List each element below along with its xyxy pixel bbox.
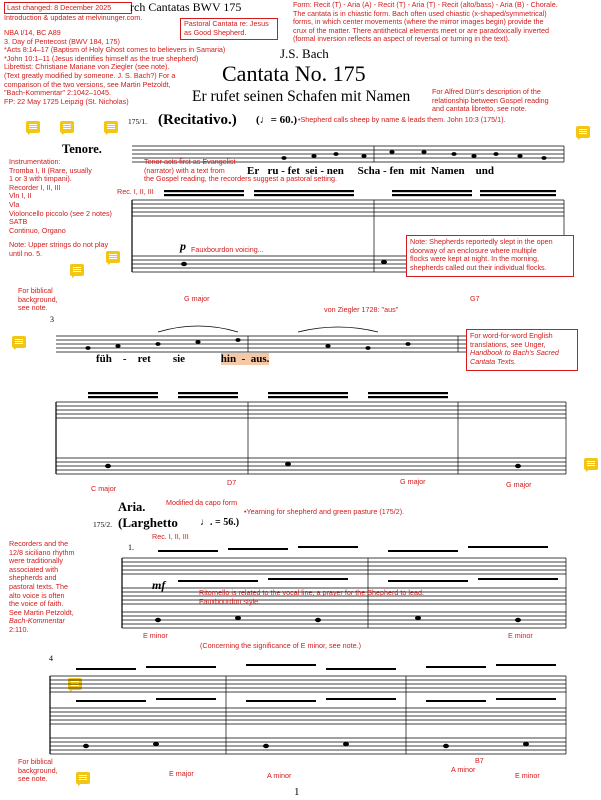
key-label: D7 bbox=[227, 478, 237, 487]
aria-system-2 bbox=[46, 658, 570, 770]
fauxbourdon-note: Fauxbourdon voicing... bbox=[191, 245, 264, 254]
biblical-note-line: background, bbox=[18, 765, 58, 775]
lyric-syllable: sei bbox=[305, 165, 318, 177]
key-label: E minor bbox=[515, 771, 540, 780]
metadata-line: "Bach-Kommentar" 2:1042–1045. bbox=[4, 88, 111, 98]
lyric-syllable: fet bbox=[287, 165, 300, 177]
recorders-note-line: were traditionally bbox=[9, 556, 63, 566]
shepherds-note-line: doorway of an enclosure where multiple bbox=[410, 245, 537, 255]
ritornello-note bbox=[199, 589, 424, 606]
instrumentation-line: Recorder I, II, III bbox=[9, 182, 61, 192]
lyric-syllable: Namen bbox=[431, 165, 465, 177]
comment-note-icon[interactable] bbox=[104, 121, 118, 133]
biblical-background-note-2[interactable] bbox=[18, 758, 58, 784]
intro-updates-link[interactable]: Introduction & updates at melvinunger.com. bbox=[4, 13, 143, 22]
pastoral-note-box bbox=[180, 18, 278, 40]
biblical-note-line: For biblical bbox=[18, 757, 53, 766]
comment-note-icon[interactable] bbox=[576, 126, 590, 138]
comment-note-icon[interactable] bbox=[70, 264, 84, 276]
lyric-syllable: aus. bbox=[250, 353, 270, 365]
key-label: C major bbox=[91, 484, 117, 493]
recorder-label: Rec. I, II, III bbox=[117, 187, 154, 196]
last-changed: Last changed: 8 December 2025 bbox=[7, 3, 112, 12]
comment-note-icon[interactable] bbox=[12, 336, 26, 348]
upper-strings-note: Note: Upper strings do not play bbox=[9, 240, 109, 250]
instrumentation-line: Violoncello piccolo (see 2 notes) bbox=[9, 208, 112, 218]
comment-note-icon[interactable] bbox=[60, 121, 74, 133]
evangelist-note-line: (narrator) with a text from bbox=[144, 165, 225, 175]
translation-note-line: translations, see Unger, bbox=[470, 339, 546, 349]
comment-note-icon[interactable] bbox=[76, 772, 90, 784]
recorders-note-line: Bach-Kommentar bbox=[9, 616, 65, 626]
lyric-syllable: hin bbox=[220, 353, 237, 365]
pastoral-note-line: Pastoral Cantata re: Jesus bbox=[184, 19, 269, 28]
comment-note-icon[interactable] bbox=[26, 121, 40, 133]
biblical-background-note-1[interactable] bbox=[18, 287, 58, 313]
metadata-line: FP: 22 May 1725 Leipzig (St. Nicholas) bbox=[4, 96, 129, 106]
lyric-syllable: sie bbox=[172, 353, 186, 365]
significance-note[interactable]: (Concerning the significance of E minor, see note.) bbox=[200, 641, 362, 650]
lyric-syllable: - bbox=[122, 353, 127, 365]
dynamic-marking: p bbox=[180, 239, 186, 253]
key-label: G major bbox=[184, 294, 210, 303]
metadata-line: (Text greatly modified by someone. J. S. Bach?) For a bbox=[4, 70, 176, 80]
measure-number: 3 bbox=[50, 315, 54, 324]
form-note-line: (formal inversion reflects an aspect of reversal or turning in the text). bbox=[293, 34, 510, 44]
tempo-marking: (Recitativo.) bbox=[158, 112, 237, 128]
durr-note-line: and cantata libretto, see note. bbox=[432, 104, 527, 114]
instrumentation-list bbox=[9, 158, 112, 259]
recorders-note-line: pastoral texts. The bbox=[9, 581, 68, 591]
translation-note-line: For word-for-word English bbox=[470, 331, 553, 340]
tempo-marking: (Larghetto bbox=[118, 515, 178, 530]
lyric-syllable: nen bbox=[326, 165, 344, 177]
pastoral-note-line: as Good Shepherd. bbox=[184, 27, 247, 37]
durr-note-line: relationship between Gospel reading bbox=[432, 95, 549, 105]
lyric-syllable: Scha bbox=[357, 165, 381, 177]
metronome-marking: (♩= 60.) bbox=[256, 114, 298, 126]
translation-note-line: Handbook to Bach's Sacred bbox=[470, 348, 559, 358]
lyric-syllable: - bbox=[383, 165, 387, 177]
metadata-line: 3. Day of Pentecost (BWV 184, 175) bbox=[4, 36, 120, 46]
cantata-title: Cantata No. 175 bbox=[222, 61, 366, 86]
voice-label: Tenore. bbox=[62, 142, 102, 156]
biblical-note-line: see note. bbox=[18, 303, 48, 313]
measure-number: 1. bbox=[128, 543, 134, 552]
recorders-note-line: See Martin Petzoldt, bbox=[9, 607, 74, 617]
movement-number: 175/1. bbox=[128, 117, 147, 126]
measure-number: 4 bbox=[49, 654, 53, 663]
biblical-note-line: background, bbox=[18, 294, 58, 304]
modified-da-capo-note: Modified da capo form bbox=[166, 498, 238, 507]
lyrics-line-1 bbox=[247, 165, 494, 178]
translation-note-line: Cantata Texts. bbox=[470, 356, 517, 366]
movement-number: 175/2. bbox=[93, 520, 112, 529]
recorders-note-line: Recorders and the bbox=[9, 539, 69, 548]
recorders-note-line: 12/8 siciliano rhythm bbox=[9, 547, 75, 557]
metadata-line: NBA I/14, BC A89 bbox=[4, 28, 61, 37]
upper-strings-note: until no. 5. bbox=[9, 248, 43, 258]
lyric-syllable: - bbox=[320, 165, 325, 177]
metadata-line: comparison of the two versions, see Martin Petzoldt, bbox=[4, 79, 171, 89]
instrumentation-line: Vln I, II bbox=[9, 191, 32, 201]
key-label: A minor bbox=[267, 771, 292, 780]
instrumentation-line: Tromba I, II (Rare, usually bbox=[9, 165, 92, 175]
key-label: G major bbox=[506, 480, 532, 489]
aria-label: Aria. bbox=[118, 500, 146, 514]
ritornello-note-line: Fauxbourdon style. bbox=[199, 596, 261, 606]
metadata-line: Librettist: Christiane Mariane von Ziegler (see note). bbox=[4, 62, 170, 72]
movement-annotation: •Yearning for shepherd and green pasture (175/2). bbox=[244, 507, 405, 516]
form-note-line: The cantata is in chiastic form. Bach often used chiastic (x-shaped/symmetrical) bbox=[293, 8, 547, 18]
shepherds-note-box bbox=[406, 235, 574, 277]
comment-note-icon[interactable] bbox=[584, 458, 598, 470]
recorders-note bbox=[9, 540, 75, 635]
lyric-syllable: mit bbox=[409, 165, 426, 177]
key-label: E major bbox=[169, 769, 194, 778]
lyrics-line-2 bbox=[96, 353, 269, 366]
title-fragment: rch Cantatas BWV 175 bbox=[130, 0, 242, 14]
lyric-syllable: und bbox=[475, 165, 494, 177]
lyric-syllable: - bbox=[241, 353, 246, 365]
biblical-note-line: see note. bbox=[18, 774, 48, 784]
form-note-line: forms, in which center movements (where the mirror images begin) provide the bbox=[293, 17, 544, 27]
lyric-syllable: - bbox=[281, 165, 285, 177]
evangelist-note-line: Tenor acts first as Evangelist bbox=[144, 157, 236, 166]
lyric-syllable: ret bbox=[137, 353, 151, 365]
recorders-note-line: alto voice is often bbox=[9, 590, 65, 600]
dynamic-marking: mf bbox=[152, 578, 166, 592]
durr-note-line: For Alfred Dürr's description of the bbox=[432, 87, 541, 96]
key-label: E minor bbox=[508, 631, 533, 640]
evangelist-note-line: the Gospel reading, the recorders suggest a pastoral setting. bbox=[144, 174, 337, 184]
page-number: 1 bbox=[294, 786, 300, 798]
form-note-line: Form: Recit (T) - Aria (A) - Recit (T) - Aria (T) - Recit (alto/bass) - Aria (B) - Chorale. bbox=[293, 0, 558, 9]
recorders-note-line: associated with bbox=[9, 564, 59, 574]
recorders-note-line: 2:110. bbox=[9, 624, 29, 634]
cantata-subtitle: Er rufet seinen Schafen mit Namen bbox=[192, 88, 411, 105]
translation-note-box[interactable] bbox=[466, 329, 578, 371]
key-label: A minor bbox=[451, 765, 476, 774]
form-note-line: crux of the matter. There antithetical elements meet or are paradoxically inverted bbox=[293, 25, 549, 35]
shepherds-note-line: shepherds called out their individual flocks. bbox=[410, 262, 547, 272]
metadata-line[interactable]: *John 10:1–11 (Jesus identifies himself as the true shepherd) bbox=[4, 53, 199, 63]
lyric-syllable: ru bbox=[267, 165, 279, 177]
movement-annotation: •Shepherd calls sheep by name & leads them. John 10:3 (175/1). bbox=[298, 115, 506, 124]
shepherds-note-line: Note: Shepherds reportedly slept in the open bbox=[410, 237, 553, 246]
composer: J.S. Bach bbox=[280, 46, 329, 61]
lyric-syllable: fen bbox=[389, 165, 405, 177]
key-label: B7 bbox=[475, 756, 484, 765]
shepherds-note-line: flocks were kept at night. In the morning, bbox=[410, 254, 540, 264]
ziegler-note: von Ziegler 1728: "aus" bbox=[324, 305, 399, 314]
key-label: G major bbox=[400, 477, 426, 486]
recorders-note-line: the voice of faith. bbox=[9, 599, 64, 609]
ritornello-note-line: Ritornello is related to the vocal line, a prayer for the Shepherd to lead. bbox=[199, 588, 424, 597]
key-label: G7 bbox=[470, 294, 480, 303]
key-label: E minor bbox=[143, 631, 168, 640]
form-note bbox=[293, 1, 558, 44]
instrumentation-line: Continuo, Organo bbox=[9, 225, 66, 235]
instrumentation-line: Instrumentation: bbox=[9, 157, 61, 166]
durr-note[interactable] bbox=[432, 88, 549, 114]
metronome-marking: ♩. = 56.) bbox=[200, 517, 240, 528]
recorder-label: Rec. I, II, III bbox=[152, 532, 189, 541]
instrumentation-line: Vla bbox=[9, 199, 20, 209]
metadata-line[interactable]: *Acts 8:14–17 (Baptism of Holy Ghost comes to believers in Samaria) bbox=[4, 45, 226, 55]
instrumentation-line: 1 or 3 with timpani). bbox=[9, 174, 72, 184]
lyric-syllable: füh bbox=[96, 353, 112, 365]
biblical-note-line: For biblical bbox=[18, 286, 53, 295]
lyric-syllable: Er bbox=[247, 165, 260, 177]
instrumentation-line: SATB bbox=[9, 217, 28, 227]
recorders-note-line: shepherds and bbox=[9, 573, 57, 583]
